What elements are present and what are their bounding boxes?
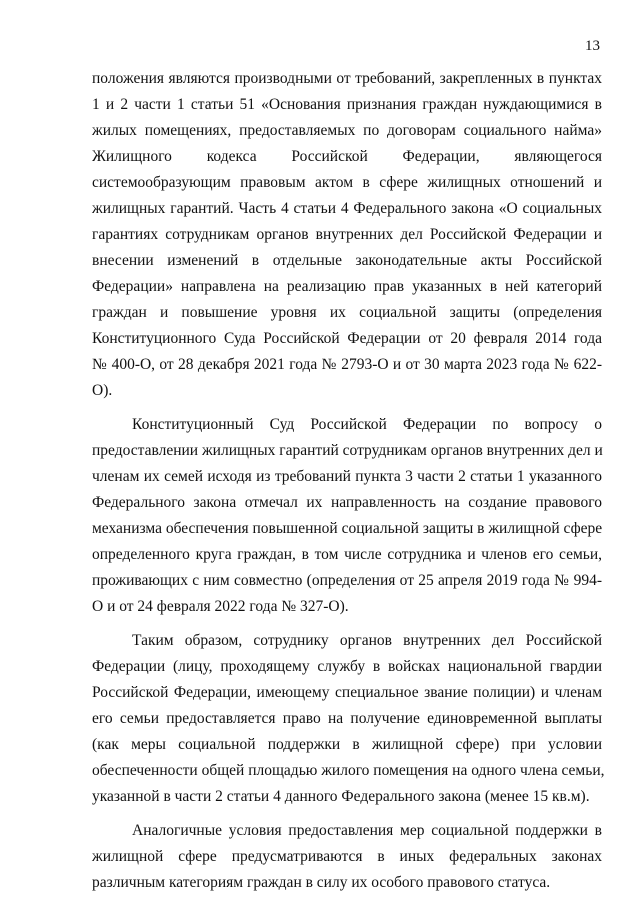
text-line: системообразующим правовым актом в сфере жилищных отношений и bbox=[92, 174, 602, 191]
text-line: различным категориям граждан в силу их особого правового статуса. bbox=[92, 874, 551, 891]
text-line: Федерации (лицу, проходящему службу в войсках национальной гвардии bbox=[92, 658, 602, 675]
text-line: обеспеченности общей площадью жилого помещения на одного члена семьи, bbox=[92, 762, 605, 779]
text-line: жилых помещениях, предоставляемых по договорам социального найма» bbox=[92, 122, 602, 139]
text-line: Федерации» направлена на реализацию прав указанных в ней категорий bbox=[92, 278, 602, 295]
text-line: Федерального закона отмечал их направленность на создание правового bbox=[92, 494, 602, 511]
text-line: механизма обеспечения повышенной социальной защиты в жилищной сфере bbox=[92, 520, 603, 537]
text-line: его семьи предоставляется право на получение единовременной выплаты bbox=[92, 710, 602, 727]
text-line: № 400-О, от 28 декабря 2021 года № 2793-О и от 30 марта 2023 года № 622- bbox=[92, 356, 602, 373]
text-line: Аналогичные условия предоставления мер социальной поддержки в bbox=[132, 822, 602, 839]
text-line: проживающих с ним совместно (определения от 25 апреля 2019 года № 994- bbox=[92, 572, 602, 589]
text-line: Конституционный Суд Российской Федерации по вопросу о bbox=[132, 416, 602, 433]
page-number: 13 bbox=[585, 38, 600, 54]
text-line: О и от 24 февраля 2022 года № 327-О). bbox=[92, 598, 349, 615]
text-line: положения являются производными от требований, закрепленных в пунктах bbox=[92, 70, 602, 87]
text-line: О). bbox=[92, 382, 113, 399]
text-line: предоставлении жилищных гарантий сотрудникам органов внутренних дел и bbox=[92, 442, 603, 459]
text-line: 1 и 2 части 1 статьи 51 «Основания признания граждан нуждающимися в bbox=[92, 96, 602, 113]
text-line: Конституционного Суда Российской Федерации от 20 февраля 2014 года bbox=[92, 330, 602, 347]
text-line: членам их семей исходя из требований пункта 3 части 2 статьи 1 указанного bbox=[92, 468, 602, 485]
text-line: внесении изменений в отдельные законодательные акты Российской bbox=[92, 252, 602, 269]
text-line: (как меры социальной поддержки в жилищной сфере) при условии bbox=[92, 736, 602, 753]
text-line: гарантиях сотрудникам органов внутренних дел Российской Федерации и bbox=[92, 226, 602, 243]
text-line: Российской Федерации, имеющему специальное звание полиции) и членам bbox=[92, 684, 602, 701]
text-line: граждан и повышение уровня их социальной защиты (определения bbox=[92, 304, 602, 321]
text-line: Жилищного кодекса Российской Федерации, являющегося bbox=[92, 148, 602, 165]
text-line: жилищных гарантий. Часть 4 статьи 4 Федерального закона «О социальных bbox=[92, 200, 602, 217]
text-line: указанной в части 2 статьи 4 данного Федерального закона (менее 15 кв.м). bbox=[92, 788, 590, 805]
text-line: жилищной сфере предусматриваются в иных федеральных законах bbox=[92, 848, 602, 865]
text-line: определенного круга граждан, в том числе сотрудника и членов его семьи, bbox=[92, 546, 602, 563]
text-line: Таким образом, сотруднику органов внутренних дел Российской bbox=[132, 632, 602, 649]
